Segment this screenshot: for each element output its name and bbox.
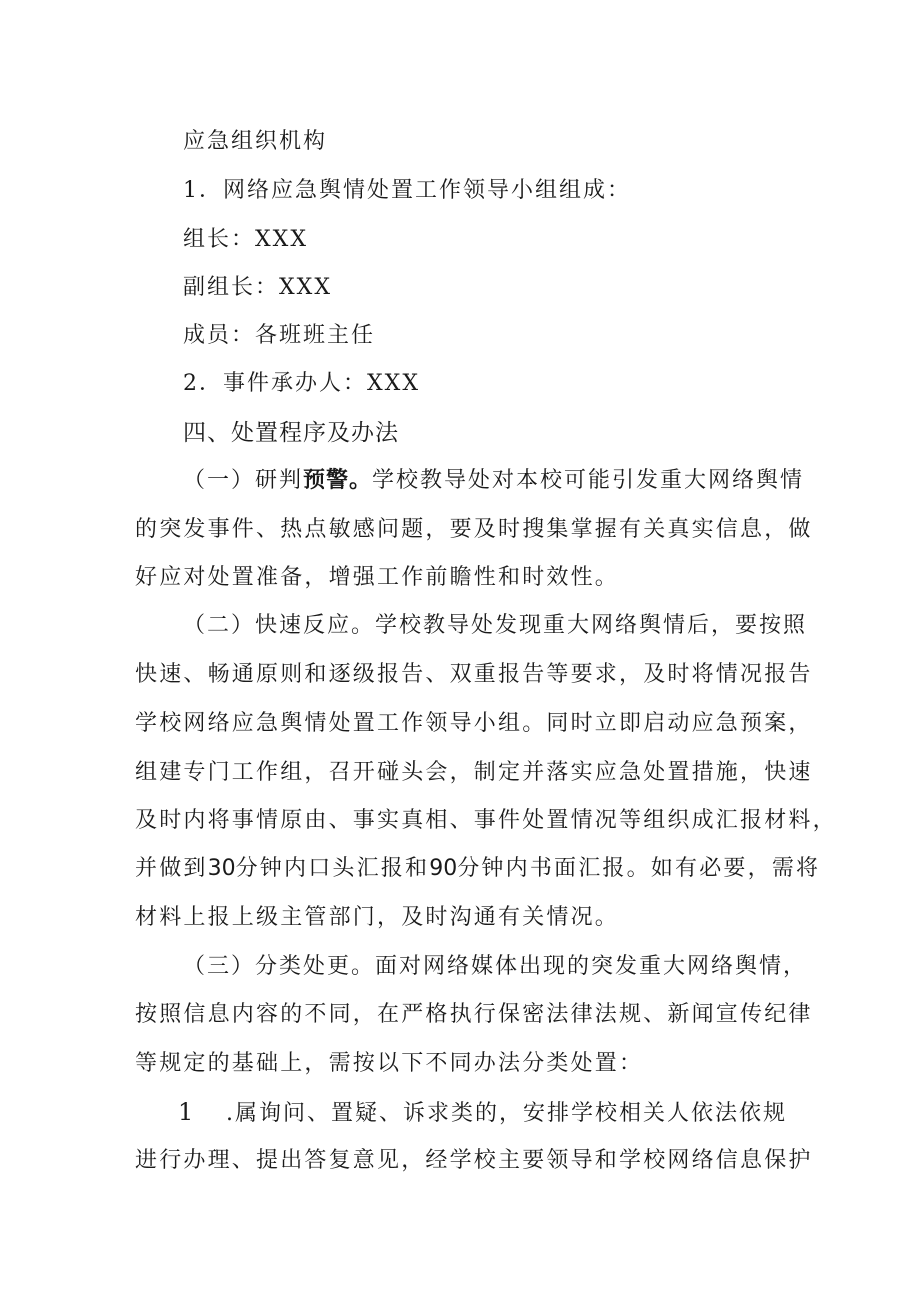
event-handler-line: 2．事件承办人：XXX bbox=[183, 371, 420, 396]
item-1-line-2: 进行办理、提出答复意见，经学校主要领导和学校网络信息保护 bbox=[135, 1148, 813, 1173]
group-leader-line: 组长：XXX bbox=[183, 227, 308, 252]
paragraph-2-line-1: （二）快速反应。学校教导处发现重大网络舆情后，要按照 bbox=[183, 613, 808, 638]
ninety-minutes-number: 90 bbox=[429, 856, 458, 881]
paragraph-1-line-1 bbox=[183, 466, 804, 496]
paragraph-2-line-4: 组建专门工作组，召开碰头会，制定并落实应急处置措施，快速 bbox=[135, 760, 813, 785]
paragraph-2-line-5: 及时内将事情原由、事实真相、事件处置情况等组织成汇报材料， bbox=[135, 808, 837, 833]
paragraph-3-line-2: 按照信息内容的不同，在严格执行保密法律法规、新闻宣传纪律 bbox=[135, 1002, 813, 1027]
thirty-minutes-number: 30 bbox=[207, 856, 236, 881]
paragraph-3-line-1: （三）分类处更。面对网络媒体出现的突发重大网络舆情， bbox=[183, 954, 808, 979]
paragraph-2-line-6-part-c: 分钟内书面汇报。如有必要，需将 bbox=[457, 856, 821, 881]
paragraph-2-line-3: 学校网络应急舆情处置工作领导小组。同时立即启动应急预案， bbox=[135, 711, 813, 736]
item-1-line-1 bbox=[178, 1097, 787, 1129]
members-line: 成员：各班班主任 bbox=[183, 323, 376, 348]
paragraph-1-rest: 学校教导处对本校可能引发重大网络舆情 bbox=[372, 468, 805, 493]
paragraph-1-lead: （一）研判 bbox=[183, 468, 304, 493]
section-four-heading: 四、处置程序及办法 bbox=[183, 420, 399, 446]
paragraph-1-line-3: 好应对处置准备，增强工作前瞻性和时效性。 bbox=[135, 565, 620, 590]
paragraph-2-line-6-part-a: 并做到 bbox=[135, 856, 208, 881]
paragraph-1-line-2: 的突发事件、热点敏感问题，要及时搜集掌握有关真实信息，做 bbox=[135, 517, 813, 542]
paragraph-2-line-6-part-b: 分钟内口头汇报和 bbox=[235, 856, 430, 881]
item-1-number: 1 bbox=[178, 1098, 194, 1126]
leading-group-composition: 1．网络应急舆情处置工作领导小组组成： bbox=[183, 178, 631, 203]
deputy-leader-line: 副组长：XXX bbox=[183, 275, 332, 300]
item-1-text: .属询问、置疑、诉求类的，安排学校相关人依法依规 bbox=[226, 1101, 787, 1126]
paragraph-2-line-6 bbox=[135, 854, 820, 884]
paragraph-2-line-2: 快速、畅通原则和逐级报告、双重报告等要求，及时将情况报告 bbox=[135, 662, 813, 687]
paragraph-1-bold-term: 预警。 bbox=[303, 468, 373, 493]
paragraph-3-line-3: 等规定的基础上，需按以下不同办法分类处置： bbox=[135, 1051, 644, 1076]
org-structure-title: 应急组织机构 bbox=[183, 129, 328, 154]
paragraph-2-line-7: 材料上报上级主管部门，及时沟通有关情况。 bbox=[135, 905, 620, 930]
